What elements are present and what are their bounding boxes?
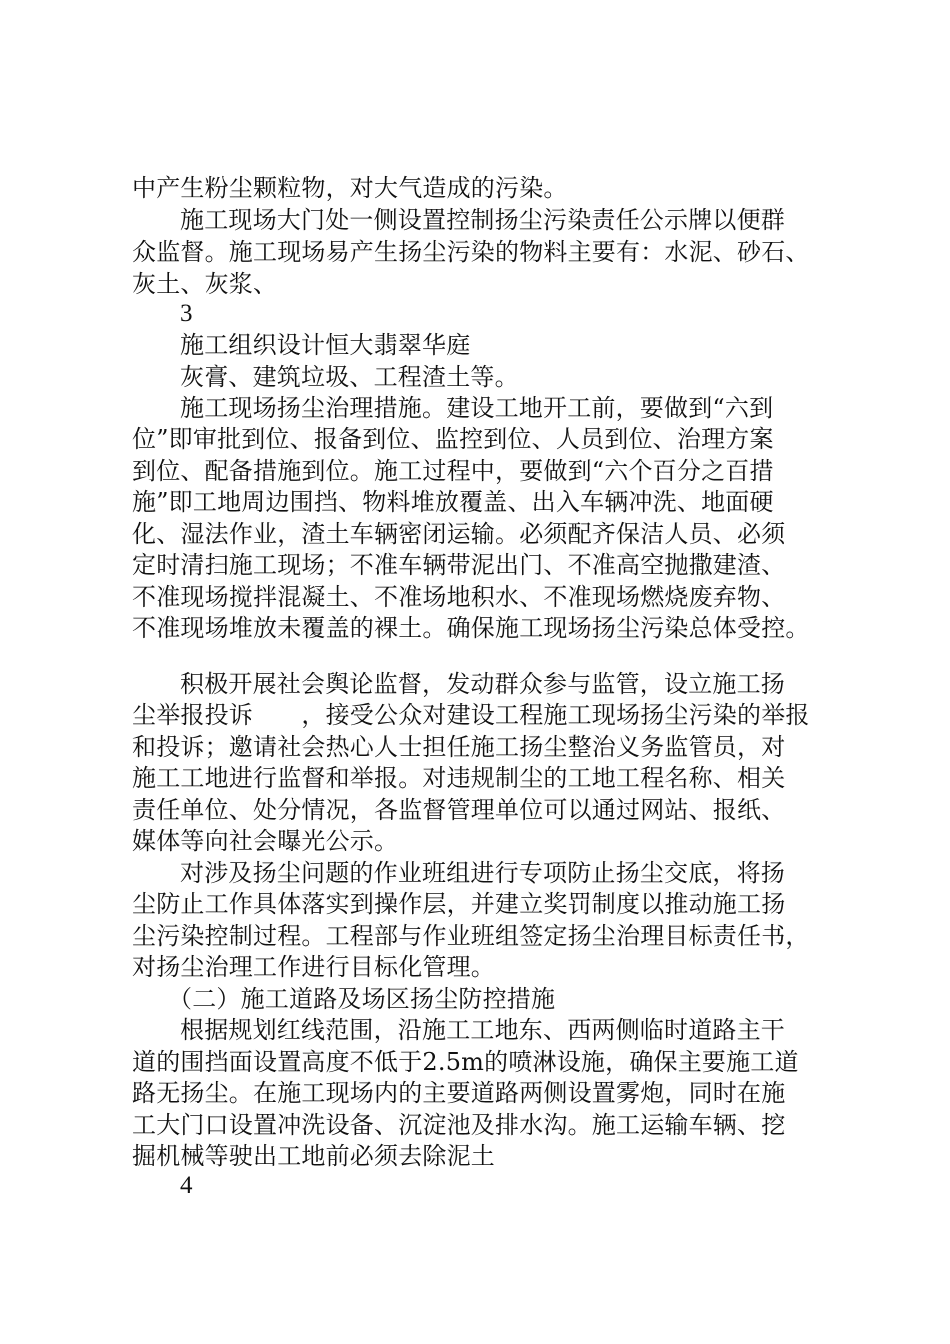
text-line: 众监督。施工现场易产生扬尘污染的物料主要有：水泥、砂石、 [132, 238, 810, 266]
text-line: 施工现场大门处一侧设置控制扬尘污染责任公示牌以便群 [180, 206, 785, 234]
text-line: 尘举报投诉 ，接受公众对建设工程施工现场扬尘污染的举报 [132, 701, 810, 729]
text-line: 对涉及扬尘问题的作业班组进行专项防止扬尘交底，将扬 [180, 859, 785, 887]
text-line: 灰膏、建筑垃圾、工程渣土等。 [180, 363, 519, 391]
text-line: 中产生粉尘颗粒物，对大气造成的污染。 [132, 174, 568, 202]
section-heading: （二）施工道路及场区扬尘防控措施 [168, 985, 556, 1013]
text-line: 不准现场搅拌混凝土、不准场地积水、不准现场燃烧废弃物、 [132, 583, 786, 611]
text-line: 路无扬尘。在施工现场内的主要道路两侧设置雾炮，同时在施 [132, 1079, 786, 1107]
text-line: 位”即审批到位、报备到位、监控到位、人员到位、治理方案 [132, 425, 774, 453]
text-line: 化、湿法作业，渣土车辆密闭运输。必须配齐保洁人员、必须 [132, 520, 786, 548]
text-line: 掘机械等驶出工地前必须去除泥土 [132, 1142, 495, 1170]
text-line: 尘防止工作具体落实到操作层，并建立奖罚制度以推动施工扬 [132, 890, 786, 918]
text-line: 对扬尘治理工作进行目标化管理。 [132, 953, 495, 981]
running-header: 施工组织设计恒大翡翠华庭 [180, 331, 471, 359]
text-line: 积极开展社会舆论监督，发动群众参与监管，设立施工扬 [180, 670, 785, 698]
text-line: 和投诉；邀请社会热心人士担任施工扬尘整治义务监管员，对 [132, 733, 786, 761]
page-number: 3 [180, 300, 193, 327]
text-line: 不准现场堆放未覆盖的裸土。确保施工现场扬尘污染总体受控。 [132, 614, 810, 642]
text-line: 施工工地进行监督和举报。对违规制尘的工地工程名称、相关 [132, 764, 786, 792]
text-line: 灰土、灰浆、 [132, 270, 278, 298]
text-line: 定时清扫施工现场；不准车辆带泥出门、不准高空抛撒建渣、 [132, 551, 786, 579]
text-line: 道的围挡面设置高度不低于2.5m的喷淋设施，确保主要施工道 [132, 1048, 799, 1076]
text-line: 尘污染控制过程。工程部与作业班组签定扬尘治理目标责任书， [132, 922, 810, 950]
text-line: 施工现场扬尘治理措施。建设工地开工前，要做到“六到 [180, 394, 774, 422]
text-line: 施”即工地周边围挡、物料堆放覆盖、出入车辆冲洗、地面硬 [132, 488, 774, 516]
page-number: 4 [180, 1172, 193, 1199]
text-line: 根据规划红线范围，沿施工工地东、西两侧临时道路主干 [180, 1016, 785, 1044]
text-line: 媒体等向社会曝光公示。 [132, 827, 399, 855]
text-line: 工大门口设置冲洗设备、沉淀池及排水沟。施工运输车辆、挖 [132, 1111, 786, 1139]
text-line: 到位、配备措施到位。施工过程中，要做到“六个百分之百措 [132, 457, 774, 485]
text-line: 责任单位、处分情况，各监督管理单位可以通过网站、报纸、 [132, 796, 786, 824]
